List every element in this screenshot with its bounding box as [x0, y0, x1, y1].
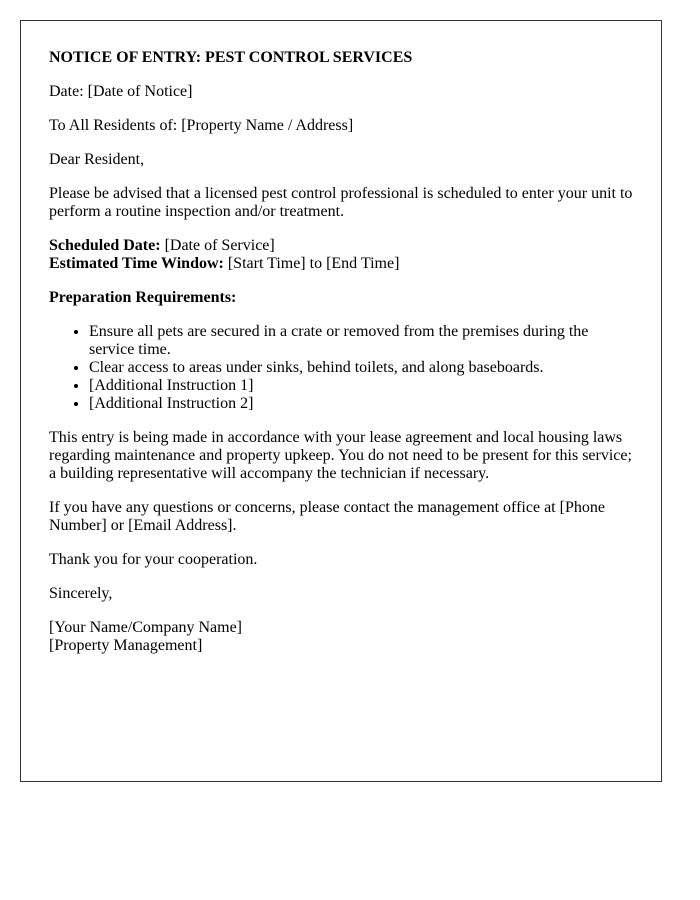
preparation-heading: [49, 289, 633, 307]
time-window-label: Estimated Time Window:: [49, 255, 224, 272]
time-window-value: [Start Time] to [End Time]: [223, 255, 400, 272]
scheduled-date-label: Scheduled Date:: [49, 237, 161, 254]
preparation-list: [49, 323, 633, 413]
scheduled-date-value: [Date of Service]: [160, 237, 275, 254]
notice-document: [20, 20, 662, 782]
list-item: • Ensure all pets are secured in a crate or removed from the premises during the service time.: [89, 323, 633, 359]
recipient-line: To All Residents of: [Property Name / Address]: [49, 117, 354, 134]
legal-paragraph: This entry is being made in accordance with your lease agreement and local housing laws regarding maintenance and property upkeep. You do not need to be present for this service; a building representative will accompany the technician if necessary.: [49, 429, 632, 482]
closing-line: Sincerely,: [49, 585, 113, 602]
thanks-line: Thank you for your cooperation.: [49, 551, 258, 568]
signature-block: [49, 619, 633, 655]
notice-date: Date: [Date of Notice]: [49, 83, 193, 100]
intro-paragraph: Please be advised that a licensed pest control professional is scheduled to enter your unit to perform a routine inspection and/or treatment.: [49, 185, 633, 220]
list-item: • Clear access to areas under sinks, behind toilets, and along baseboards.: [89, 359, 633, 377]
contact-paragraph: If you have any questions or concerns, please contact the management office at [Phone Number] or [Email Address].: [49, 499, 605, 534]
schedule-block: [49, 237, 633, 273]
signature-name: [Your Name/Company Name]: [49, 619, 243, 636]
document-title: NOTICE OF ENTRY: PEST CONTROL SERVICES: [49, 49, 413, 66]
preparation-heading-text: Preparation Requirements:: [49, 289, 237, 306]
signature-org: [Property Management]: [49, 637, 203, 654]
list-item: • [Additional Instruction 2]: [89, 395, 633, 413]
salutation: Dear Resident,: [49, 151, 145, 168]
list-item: • [Additional Instruction 1]: [89, 377, 633, 395]
